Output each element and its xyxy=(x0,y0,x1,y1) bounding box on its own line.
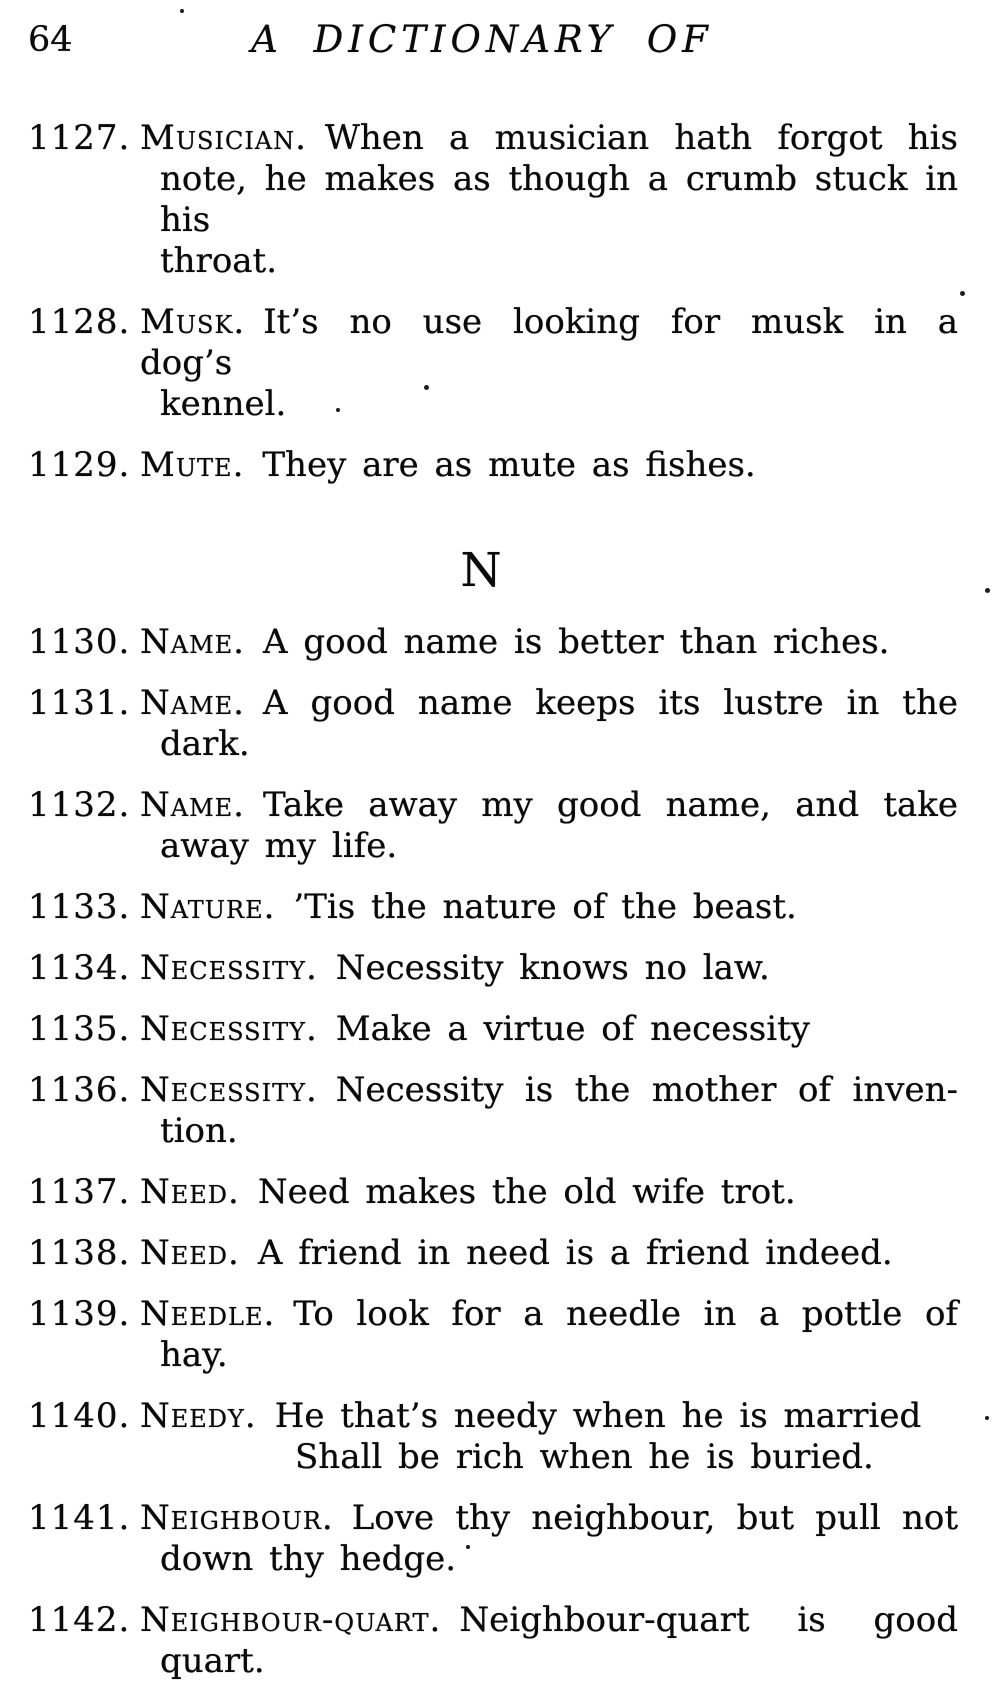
entry-headword: Neighbour-quart. xyxy=(140,1600,442,1640)
entry-first-line xyxy=(28,622,958,663)
entry-number: 1127. xyxy=(28,118,131,158)
entry-headword: Musician. xyxy=(140,118,307,158)
entry-first-text: Need makes the old wife trot. xyxy=(257,1172,796,1212)
dictionary-entry xyxy=(28,1396,958,1478)
scan-speck xyxy=(960,291,965,296)
entry-number: 1130. xyxy=(28,622,131,662)
dictionary-entry xyxy=(28,1009,958,1050)
entry-first-line xyxy=(28,1396,958,1437)
dictionary-entry xyxy=(28,445,958,486)
entry-first-text: He that’s needy when he is married xyxy=(274,1396,922,1436)
entry-headword: Need. xyxy=(140,1172,240,1212)
dictionary-entry xyxy=(28,1172,958,1213)
dictionary-entry xyxy=(28,1294,958,1376)
entry-number: 1128. xyxy=(28,302,131,342)
entry-headword: Necessity. xyxy=(140,948,318,988)
entry-number: 1132. xyxy=(28,785,131,825)
entry-first-line xyxy=(28,785,958,826)
dictionary-entry xyxy=(28,948,958,989)
running-title: A DICTIONARY OF xyxy=(251,18,713,61)
entries-list xyxy=(0,82,1000,1682)
dictionary-entry xyxy=(28,302,958,425)
entry-line: throat. xyxy=(160,241,278,281)
entry-first-text: To look for a needle in a pottle of xyxy=(293,1294,958,1334)
entry-first-line xyxy=(28,1009,958,1050)
entry-number: 1131. xyxy=(28,683,131,723)
entry-first-text: Love thy neighbour, but pull not xyxy=(351,1498,958,1538)
entry-first-line xyxy=(28,1498,958,1539)
entry-number: 1136. xyxy=(28,1070,131,1110)
section-letter: N xyxy=(460,543,502,598)
entry-first-text: It’s no use looking for musk in a dog’s xyxy=(140,302,958,383)
entry-headword: Mute. xyxy=(140,445,245,485)
dictionary-entry xyxy=(28,887,958,928)
entry-headword: Name. xyxy=(140,683,245,723)
entry-number: 1141. xyxy=(28,1498,131,1538)
dictionary-entry xyxy=(28,785,958,867)
entry-headword: Necessity. xyxy=(140,1070,318,1110)
entry-line: quart. xyxy=(160,1641,265,1681)
entry-headword: Needle. xyxy=(140,1294,276,1334)
entry-line: dark. xyxy=(160,724,250,764)
scan-speck xyxy=(180,9,184,13)
entry-number: 1138. xyxy=(28,1233,131,1273)
entry-headword: Neighbour. xyxy=(140,1498,334,1538)
scan-speck xyxy=(985,588,990,593)
entry-headword: Needy. xyxy=(140,1396,257,1436)
entry-line: kennel. xyxy=(160,384,287,424)
entry-first-line xyxy=(28,118,958,159)
entry-first-text: They are as mute as fishes. xyxy=(262,445,756,485)
entry-number: 1137. xyxy=(28,1172,131,1212)
dictionary-entry xyxy=(28,683,958,765)
entry-number: 1134. xyxy=(28,948,131,988)
running-head xyxy=(0,0,1000,82)
entry-number: 1139. xyxy=(28,1294,131,1334)
entry-number: 1135. xyxy=(28,1009,131,1049)
entry-first-line xyxy=(28,1600,958,1641)
entry-first-line xyxy=(28,1294,958,1335)
entry-headword: Need. xyxy=(140,1233,240,1273)
scan-speck xyxy=(336,408,340,412)
entry-line: away my life. xyxy=(160,826,398,866)
entry-first-line xyxy=(28,887,958,928)
entry-line: down thy hedge. xyxy=(160,1539,457,1579)
entry-line: hay. xyxy=(160,1335,228,1375)
entry-first-text: Take away my good name, and take xyxy=(262,785,958,825)
entry-first-text: A good name is better than riches. xyxy=(262,622,890,662)
entry-line: Shall be rich when he is buried. xyxy=(295,1437,874,1477)
dictionary-entry xyxy=(28,1070,958,1152)
entry-headword: Necessity. xyxy=(140,1009,318,1049)
entry-first-text: A good name keeps its lustre in the xyxy=(262,683,958,723)
entry-first-line xyxy=(28,1070,958,1111)
entry-number: 1133. xyxy=(28,887,131,927)
entry-line: note, he makes as though a crumb stuck in his xyxy=(160,159,958,240)
entry-line: tion. xyxy=(160,1111,238,1151)
entry-first-text: ’Tis the nature of the beast. xyxy=(293,887,797,927)
dictionary-entry xyxy=(28,118,958,282)
entry-number: 1129. xyxy=(28,445,131,485)
entry-headword: Name. xyxy=(140,785,245,825)
dictionary-entry xyxy=(28,1233,958,1274)
entry-first-line xyxy=(28,1233,958,1274)
entry-number: 1142. xyxy=(28,1600,131,1640)
entry-first-text: Neighbour-quart is good xyxy=(459,1600,958,1640)
entry-headword: Musk. xyxy=(140,302,246,342)
dictionary-entry xyxy=(28,1600,958,1682)
scan-speck xyxy=(985,1416,989,1420)
scan-speck xyxy=(466,1545,470,1549)
entry-first-text: Make a virtue of necessity xyxy=(335,1009,810,1049)
entry-first-text: Necessity is the mother of inven- xyxy=(335,1070,958,1110)
entry-number: 1140. xyxy=(28,1396,131,1436)
entry-first-text: A friend in need is a friend indeed. xyxy=(257,1233,893,1273)
entry-first-line xyxy=(28,445,958,486)
entry-first-line xyxy=(28,683,958,724)
entry-headword: Nature. xyxy=(140,887,276,927)
entry-first-text: Necessity knows no law. xyxy=(335,948,770,988)
dictionary-entry xyxy=(28,1498,958,1580)
entry-first-line xyxy=(28,302,958,384)
entry-headword: Name. xyxy=(140,622,245,662)
entry-first-line xyxy=(28,1172,958,1213)
scan-speck xyxy=(424,385,429,390)
entry-first-text: When a musician hath forgot his xyxy=(324,118,958,158)
page-number: 64 xyxy=(28,20,73,60)
dictionary-entry xyxy=(28,622,958,663)
entry-first-line xyxy=(28,948,958,989)
